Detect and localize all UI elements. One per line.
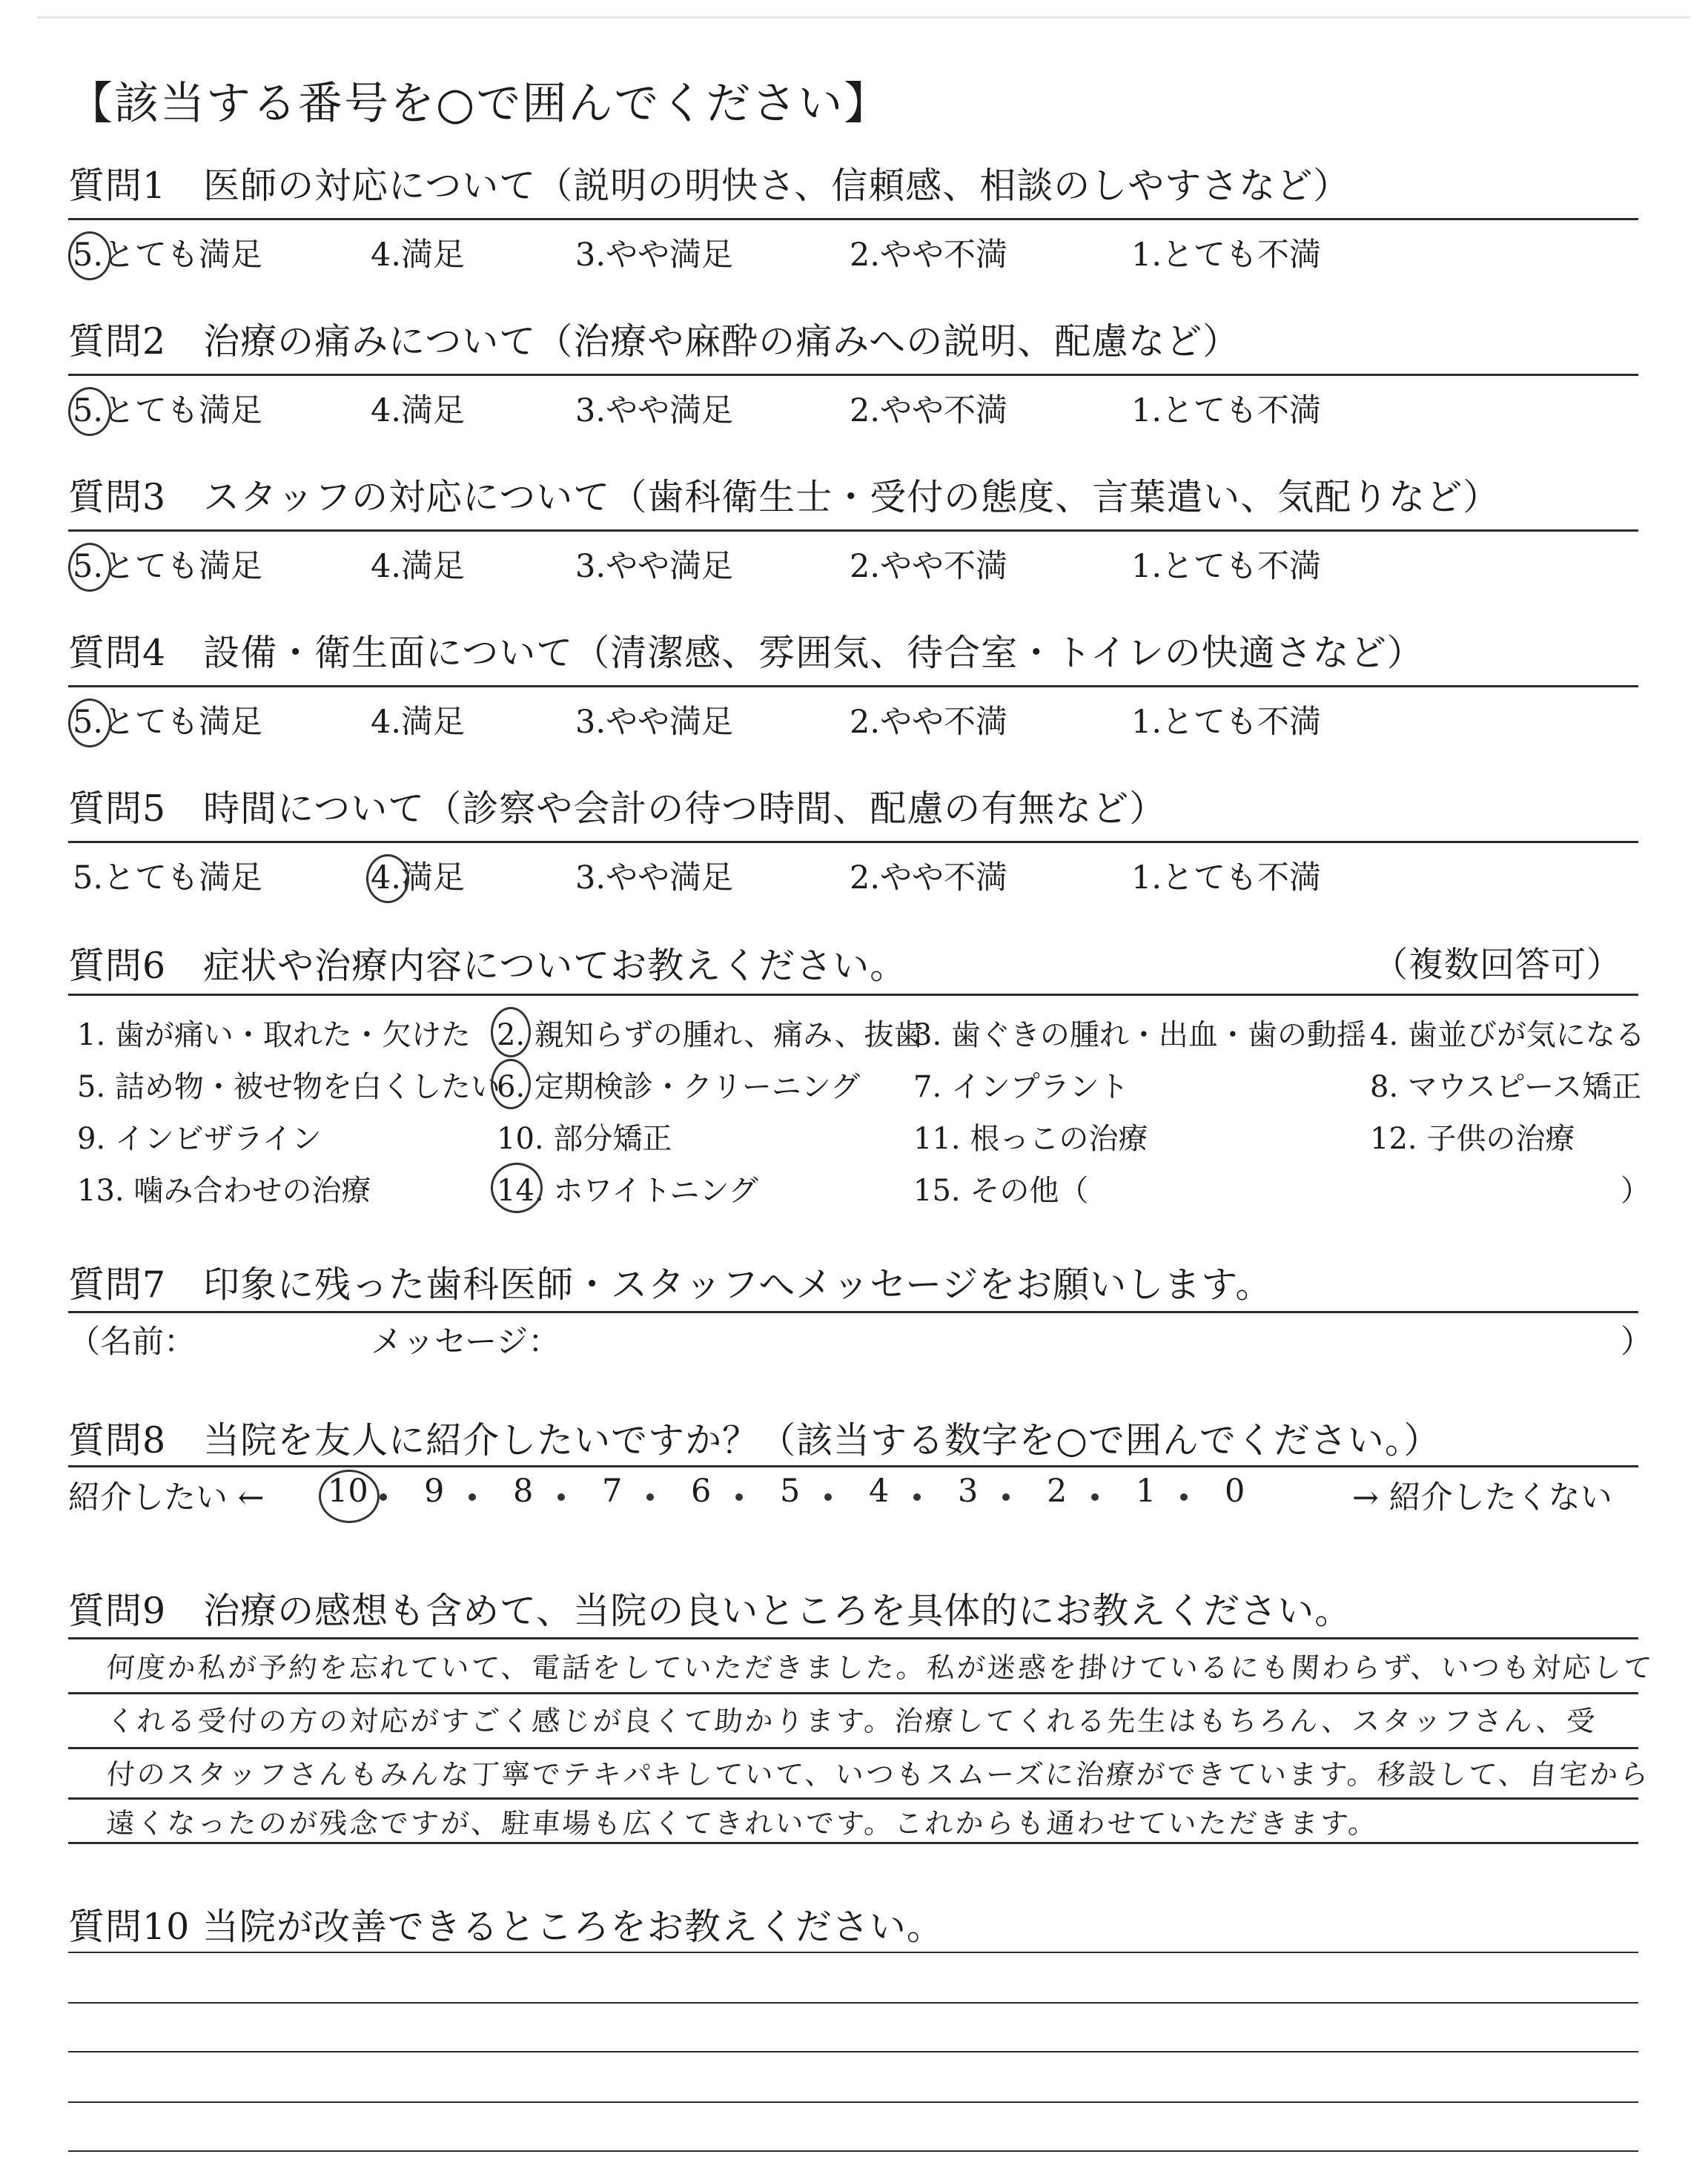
q8-scale-dot [469, 1493, 476, 1501]
q8-scale-dot [1002, 1493, 1010, 1501]
selection-circle [319, 1470, 380, 1523]
q6-option: 10. 部分矯正 [497, 1122, 672, 1156]
q10-blank-line [68, 2051, 1638, 2052]
q6-option: 7. インプラント [913, 1070, 1129, 1104]
question-1-option: 1.とても不満 [1131, 237, 1322, 274]
question-5-rule [68, 841, 1638, 843]
q6-option: 2. 親知らずの腫れ、痛み、抜歯 [497, 1018, 924, 1052]
q8-scale-value: 5 [780, 1473, 801, 1510]
q6-option: 3. 歯ぐきの腫れ・出血・歯の動揺 [913, 1018, 1366, 1052]
q6-other-close: ） [1621, 1174, 1650, 1208]
q8-title: 質問8 当院を友人に紹介したいですか？（該当する数字を○で囲んでください。） [68, 1419, 1441, 1462]
page-title: 【該当する番号を○で囲んでください】 [68, 78, 890, 130]
q6-option: 5. 詰め物・被せ物を白くしたい [77, 1070, 500, 1104]
q9-answer-line [68, 1842, 1638, 1844]
q6-option: 12. 子供の治療 [1370, 1122, 1575, 1156]
question-4-option: 2.やや不満 [850, 704, 1008, 741]
q10-blank-line [68, 2101, 1638, 2103]
q8-left-label: 紹介したい ← [68, 1479, 265, 1516]
q8-scale-dot [557, 1493, 565, 1501]
question-4-rule [68, 685, 1638, 687]
q8-scale-dot [1180, 1493, 1188, 1501]
q10-blank-line [68, 2002, 1638, 2004]
selection-circle [491, 1163, 543, 1213]
question-3-option: 5.とても満足 [73, 548, 263, 585]
q8-right-label: → 紹介したくない [1352, 1479, 1612, 1516]
question-4-option: 3.やや満足 [575, 704, 734, 741]
q9-answer-line [68, 1747, 1638, 1749]
q6-option: 15. その他（ [913, 1174, 1089, 1208]
selection-circle [68, 543, 111, 592]
q8-scale-dot [735, 1493, 743, 1501]
q8-scale-value: 3 [958, 1473, 979, 1510]
question-1-title: 質問1 医師の対応について（説明の明快さ、信頼感、相談のしやすさなど） [68, 165, 1351, 207]
q8-rule [68, 1465, 1638, 1467]
q6-title: 質問6 症状や治療内容についてお教えください。 [68, 945, 907, 987]
question-2-option: 4.満足 [371, 392, 466, 429]
selection-circle [68, 387, 111, 436]
q9-handwritten-line: 遠くなったのが残念ですが、駐車場も広くてきれいです。これからも通わせていただきます。 [105, 1807, 1380, 1840]
q8-scale-dot [1091, 1493, 1099, 1501]
question-1-option: 5.とても満足 [73, 237, 263, 274]
q6-option: 11. 根っこの治療 [913, 1122, 1148, 1156]
question-2-option: 2.やや不満 [850, 392, 1008, 429]
q6-option: 4. 歯並びが気になる [1370, 1018, 1645, 1052]
q7-close-paren: ） [1621, 1324, 1652, 1361]
selection-circle [491, 1059, 531, 1109]
question-3-option: 1.とても不満 [1131, 548, 1322, 585]
question-2-option: 1.とても不満 [1131, 392, 1322, 429]
q8-scale-value: 8 [513, 1473, 534, 1510]
question-1-option: 2.やや不満 [850, 237, 1008, 274]
q6-option: 14. ホワイトニング [497, 1174, 758, 1208]
question-5-option: 2.やや不満 [850, 859, 1008, 896]
question-1-option: 3.やや満足 [575, 237, 734, 274]
q6-rule [68, 994, 1638, 996]
q8-scale-value: 9 [424, 1473, 445, 1510]
question-3-rule [68, 529, 1638, 532]
q8-scale-dot [646, 1493, 654, 1501]
q9-answer-line [68, 1692, 1638, 1694]
selection-circle [68, 231, 111, 280]
selection-circle [366, 854, 409, 903]
q8-scale-value: 2 [1047, 1473, 1068, 1510]
question-4-option: 4.満足 [371, 704, 466, 741]
question-2-option: 3.やや満足 [575, 392, 734, 429]
question-5-option: 5.とても満足 [73, 859, 263, 896]
q9-handwritten-line: 付のスタッフさんもみんな丁寧でテキパキしていて、いつもスムーズに治療ができています。移設して、自宅から [105, 1758, 1652, 1791]
question-1-option: 4.満足 [371, 237, 466, 274]
q6-option: 8. マウスピース矯正 [1370, 1070, 1642, 1104]
question-3-option: 2.やや不満 [850, 548, 1008, 585]
q10-blank-line [68, 1952, 1638, 1953]
selection-circle [491, 1007, 531, 1057]
q9-handwritten-line: くれる受付の方の対応がすごく感じが良くて助かります。治療してくれる先生はもちろん、スタッフさん、受 [105, 1705, 1598, 1737]
q9-answer-line [68, 1797, 1638, 1800]
question-4-title: 質問4 設備・衛生面について（清潔感、雰囲気、待合室・トイレの快適さなど） [68, 632, 1424, 674]
q8-scale-value: 7 [602, 1473, 623, 1510]
question-3-option: 3.やや満足 [575, 548, 734, 585]
q6-option: 6. 定期検診・クリーニング [497, 1070, 861, 1104]
question-5-option: 3.やや満足 [575, 859, 734, 896]
question-4-option: 1.とても不満 [1131, 704, 1322, 741]
question-3-title: 質問3 スタッフの対応について（歯科衛生士・受付の態度、言葉遣い、気配りなど） [68, 476, 1500, 518]
q8-scale-value: 4 [869, 1473, 890, 1510]
question-5-title: 質問5 時間について（診察や会計の待つ時間、配慮の有無など） [68, 787, 1167, 830]
question-3-option: 4.満足 [371, 548, 466, 585]
question-5-option: 1.とても不満 [1131, 859, 1322, 896]
selection-circle [68, 698, 111, 747]
q6-note: （複数回答可） [1373, 945, 1622, 985]
q8-scale-value: 6 [691, 1473, 712, 1510]
q7-message-label: メッセージ： [371, 1324, 560, 1361]
question-4-option: 5.とても満足 [73, 704, 263, 741]
q7-title: 質問7 印象に残った歯科医師・スタッフへメッセージをお願いします。 [68, 1264, 1273, 1306]
q8-scale-value: 0 [1225, 1473, 1245, 1510]
q6-option: 9. インビザライン [77, 1122, 322, 1156]
q9-rule [68, 1637, 1638, 1639]
q6-option: 13. 噛み合わせの治療 [77, 1174, 371, 1208]
q10-title: 質問10 当院が改善できるところをお教えください。 [68, 1906, 944, 1948]
q8-scale-dot [380, 1493, 387, 1501]
question-5-option: 4.満足 [371, 859, 466, 896]
q10-blank-line [68, 2150, 1638, 2152]
q8-scale-value: 1 [1136, 1473, 1156, 1510]
q8-scale-dot [913, 1493, 921, 1501]
question-1-rule [68, 218, 1638, 220]
q9-title: 質問9 治療の感想も含めて、当院の良いところを具体的にお教えください。 [68, 1590, 1352, 1632]
q9-handwritten-line: 何度か私が予約を忘れていて、電話をしていただきました。私が迷惑を掛けているにも関わらず、いつも対応して [105, 1651, 1655, 1684]
q6-option: 1. 歯が痛い・取れた・欠けた [77, 1018, 471, 1052]
scan-top-edge [37, 16, 1690, 19]
q8-scale-dot [824, 1493, 832, 1501]
question-2-title: 質問2 治療の痛みについて（治療や麻酔の痛みへの説明、配慮など） [68, 320, 1240, 363]
q7-rule [68, 1311, 1638, 1313]
q7-name-label: （名前： [68, 1324, 196, 1361]
question-2-option: 5.とても満足 [73, 392, 263, 429]
question-2-rule [68, 374, 1638, 376]
q8-scale-value: 10 [328, 1473, 368, 1510]
